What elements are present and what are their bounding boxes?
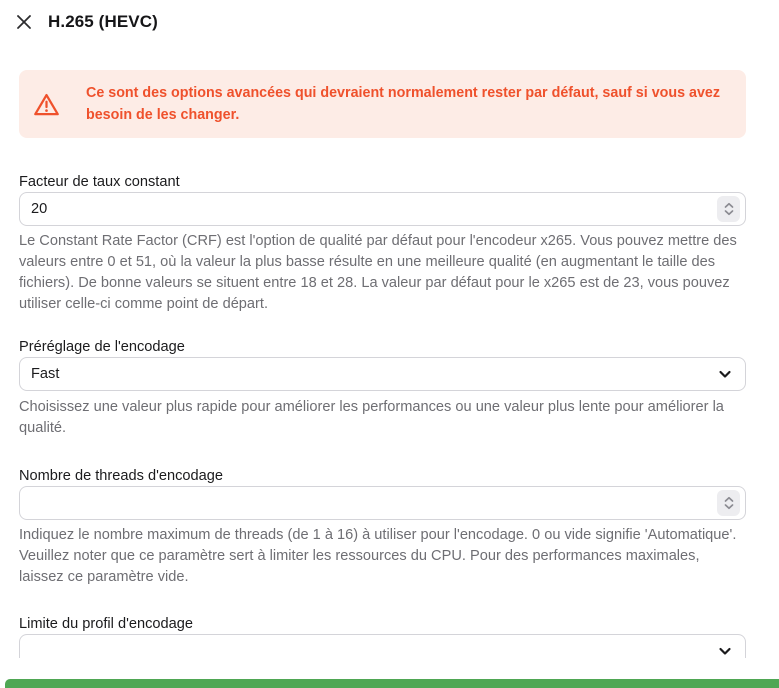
threads-input-wrap [19,486,746,520]
threads-help-text: Indiquez le nombre maximum de threads (de 1 à 16) à utiliser pour l'encodage. 0 ou vide signifie 'Automatique'. Veuillez noter que ce paramètre sert à limiter les ressources du CPU. Pour des performances maximales, laissez ce paramètre vide. [19,527,737,585]
threads-label: Nombre de threads d'encodage [19,468,223,484]
threads-input[interactable] [19,486,746,520]
warning-text: Ce sont des options avancées qui devraient normalement rester par défaut, sauf si vous avez besoin de les changer. [86,85,721,123]
crf-input-wrap [19,192,746,226]
chevron-down-icon [717,366,733,382]
stepper-up-down-icon[interactable] [717,196,740,222]
preset-select[interactable] [19,357,746,391]
crf-help-text: Le Constant Rate Factor (CRF) est l'option de qualité par défaut pour l'encodeur x265. Vous pouvez mettre des valeurs entre 0 et 51, où la valeur la plus basse résulte en une meilleure qualité (en augmentant le taille des fichiers). De bonne valeurs se situent entre 18 et 28. La valeur par défaut pour le x265 est de 23, vous pouvez utiliser celle-ci comme point de départ. [19,233,737,312]
field-encoding-threads [19,467,746,588]
preset-help-text: Choisissez une valeur plus rapide pour améliorer les performances ou une valeur plus lente pour améliorer la qualité. [19,399,724,436]
warning-banner [19,70,746,138]
stepper-up-down-icon[interactable] [717,490,740,516]
field-constant-rate-factor [19,173,746,315]
close-button[interactable] [13,11,35,33]
field-encoder-preset [19,338,746,439]
preset-select-value: Fast [31,366,60,382]
panel-header [19,12,746,32]
primary-action-button[interactable] [5,679,779,688]
close-icon [15,13,33,31]
warning-triangle-icon [33,92,60,117]
preset-label: Préréglage de l'encodage [19,339,185,355]
profile-limit-label: Limite du profil d'encodage [19,616,193,632]
crf-input[interactable] [19,192,746,226]
sticky-footer [0,658,779,688]
page-title: H.265 (HEVC) [48,12,158,31]
chevron-down-icon [717,643,733,659]
crf-label: Facteur de taux constant [19,174,180,190]
